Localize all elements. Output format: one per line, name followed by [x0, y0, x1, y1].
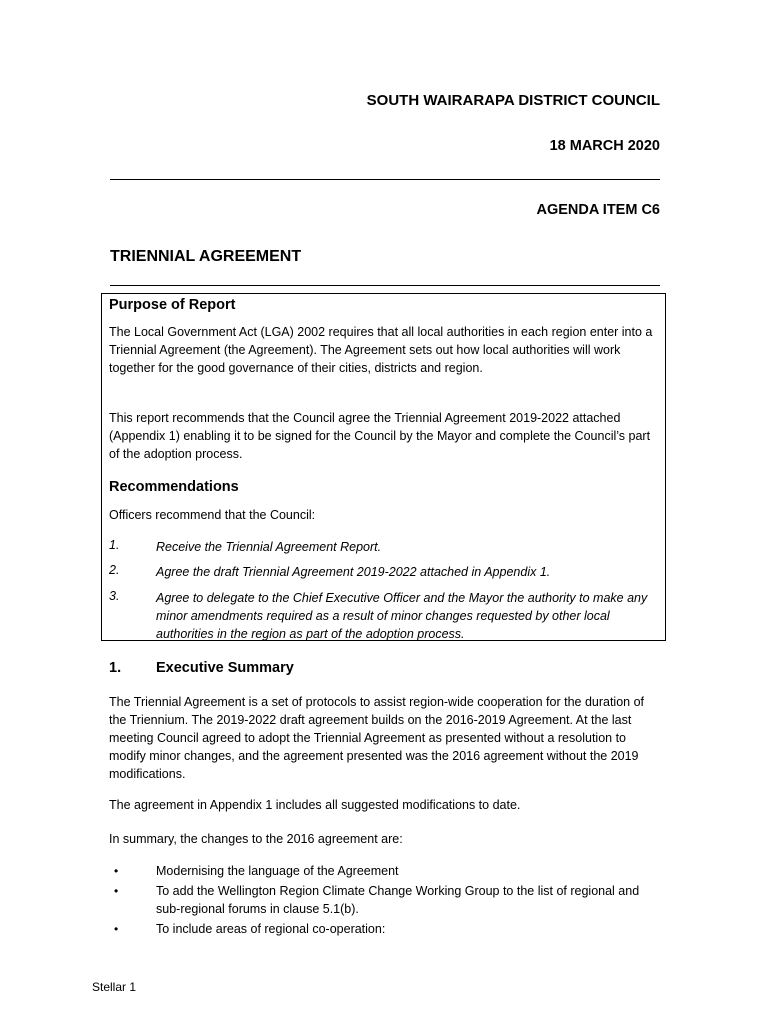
list-item: Modernising the language of the Agreement — [156, 864, 399, 878]
summary-paragraph-1: The Triennial Agreement is a set of protocols to assist region-wide cooperation for the duration of the Triennium. The 2019-2022 draft agreement builds on the 2016-2019 Agreement. At the last meeting Council agreed to adopt the Triennial Agreement as presented without a resolution to modify minor changes, and the agreement presented was the 2016 agreement without the 2019 modifications. — [109, 695, 645, 781]
recommendations-intro: Officers recommend that the Council: — [109, 508, 316, 522]
list-item: To include areas of regional co-operation: — [156, 922, 386, 936]
summary-paragraph-2: The agreement in Appendix 1 includes all suggested modifications to date. — [109, 798, 521, 812]
purpose-paragraph-1: The Local Government Act (LGA) 2002 requires that all local authorities in each region enter into a Triennial Agreement (the Agreement). The Agreement sets out how local authorities will work together for the good governance of their cities, districts and region. — [109, 325, 653, 375]
recommendation-item: Agree to delegate to the Chief Executive Officer and the Mayor the authority to make any minor amendments required as a result of minor changes requested by other local authorities in the region as part of the adoption process. — [156, 591, 648, 641]
divider — [110, 285, 660, 286]
meeting-date: 18 MARCH 2020 — [549, 138, 660, 154]
recommendation-number: 2. — [109, 563, 120, 577]
recommendations-heading: Recommendations — [109, 479, 239, 495]
bullet-icon: • — [114, 922, 119, 936]
recommendation-item: Receive the Triennial Agreement Report. — [156, 540, 382, 554]
recommendation-item: Agree the draft Triennial Agreement 2019-2022 attached in Appendix 1. — [156, 565, 551, 579]
purpose-heading: Purpose of Report — [109, 297, 236, 313]
section-heading: Executive Summary — [156, 660, 294, 676]
page-footer: Stellar 1 — [92, 980, 137, 994]
bullet-icon: • — [114, 864, 119, 878]
summary-paragraph-3: In summary, the changes to the 2016 agreement are: — [109, 832, 403, 846]
section-number: 1. — [109, 660, 122, 676]
page-title: TRIENNIAL AGREEMENT — [110, 248, 302, 265]
bullet-icon: • — [114, 884, 119, 898]
list-item: To add the Wellington Region Climate Change Working Group to the list of regional and sub-regional forums in clause 5.1(b). — [156, 884, 640, 916]
divider — [110, 179, 660, 180]
recommendation-number: 1. — [109, 538, 120, 552]
agenda-item: AGENDA ITEM C6 — [536, 202, 660, 218]
purpose-paragraph-2: This report recommends that the Council agree the Triennial Agreement 2019-2022 attached (Appendix 1) enabling it to be signed for the Council by the Mayor and complete the Council’s part of the adoption process. — [109, 411, 651, 461]
council-name: SOUTH WAIRARAPA DISTRICT COUNCIL — [366, 92, 660, 109]
recommendation-number: 3. — [109, 589, 120, 603]
